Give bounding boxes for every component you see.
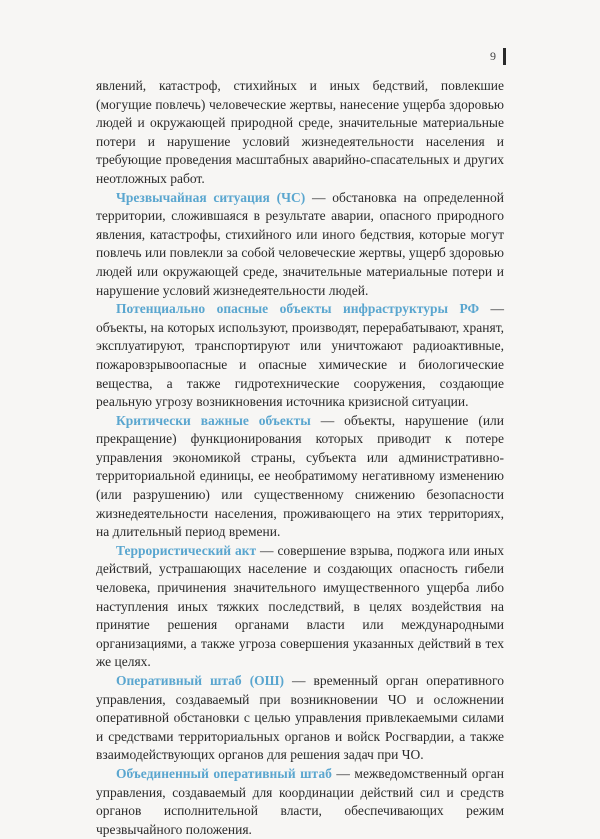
definition-critical-objects — [96, 412, 504, 542]
definition-body: — объекты, на которых используют, производят, перерабатывают, хранят, эксплуатируют, транспортируют или уничтожают радиоактивные, пожаровзрывоопасные и опасные химические и биологические вещества, а также гидротехнические сооружения, создающие реальную угрозу возникновения источника кризисной ситуации. — [96, 301, 504, 410]
paragraph-body: явлений, катастроф, стихийных и иных бедствий, повлекшие (могущие повлечь) человеческие жертвы, нанесение ущерба здоровью людей и окружающей природной среде, значительные материальные потери и нарушение условий жизнедеятельности населения и требующие проведения масштабных аварийно-спасательных и других неотложных работ. — [96, 78, 504, 186]
definition-body: — обстановка на определенной территории, сложившаяся в результате аварии, опасного природного явления, катастрофы, стихийного или иного бедствия, которые могут повлечь или повлекли за собой человеческие жертвы, ущерб здоровью людей или окружающей среде, значительные материальные потери и нарушение условий жизнедеятельности людей. — [96, 189, 504, 298]
definition-terrorist-act — [96, 542, 504, 672]
definition-body: — межведомственный орган управления, создаваемый для координации действий сил и средств органов исполнительной власти, обеспечивающих режим чрезвычайного положения. — [96, 765, 504, 837]
text-column — [96, 77, 504, 839]
page-number: 9 — [490, 49, 496, 63]
definition-operational-headquarters — [96, 672, 504, 765]
page-header — [490, 48, 506, 65]
paragraph-continuation — [96, 77, 504, 189]
definition-emergency-situation — [96, 189, 504, 301]
page-marker-bar — [503, 48, 506, 65]
definition-potentially-dangerous-objects — [96, 300, 504, 412]
definition-term: Потенциально опасные объекты инфраструктуры РФ — [116, 301, 480, 317]
definition-body: — объекты, нарушение (или прекращение) функционирования которых приводит к потере управления экономикой страны, субъекта или административно-территориальной единицы, ее необратимому негативному изменению (или разрушению) или существенному снижению безопасности жизнедеятельности населения, проживающего на этих территориях, на длительный период времени. — [96, 412, 505, 540]
definition-body: — временный орган оперативного управления, создаваемый при возникновении ЧО и осложнении оперативной обстановки с целью управления привлекаемыми силами и средствами территориальных органов и войск Росгвардии, а также взаимодействующих органов для решения задач при ЧО. — [96, 673, 504, 763]
definition-joint-operational-headquarters — [96, 765, 504, 839]
definition-term: Критически важные объекты — [116, 412, 311, 428]
definition-body: — совершение взрыва, поджога или иных действий, устрашающих население и создающих опасность гибели человека, причинения значительного имущественного ущерба либо наступления иных тяжких последствий, в целях воздействия на принятие решения органами власти или международными организациями, а также угроза совершения указанных действий в тех же целях. — [96, 542, 504, 670]
definition-term: Чрезвычайная ситуация (ЧС) — [116, 189, 306, 205]
definition-term: Террористический акт — [116, 542, 257, 558]
definition-term: Объединенный оперативный штаб — [116, 765, 332, 781]
definition-term: Оперативный штаб (ОШ) — [116, 673, 285, 688]
